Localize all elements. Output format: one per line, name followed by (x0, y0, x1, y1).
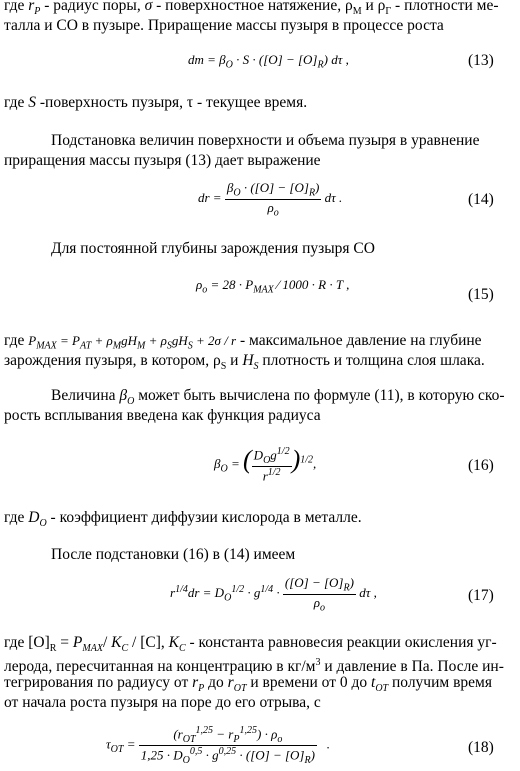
equation-16: $\beta_O$ = ( $\frac{D_Og^{1/2}}{r^{1/2}}$ )$^{1/2}$, (214, 445, 317, 484)
paragraph-line: где $D_O$ - коэффициент диффузии кислорода в металле. (4, 509, 362, 530)
equation-number: (14) (468, 191, 494, 208)
paragraph-line: После подстановки (16) в (14) имеем (51, 546, 296, 563)
paragraph-line: где S -поверхность пузыря, τ - текущее время. (4, 94, 308, 111)
paragraph-line: зарождения пузыря, в котором, $\rho_S$ и $H_S$ плотность и толщина слоя шлака. (4, 352, 485, 373)
paragraph-line: где $[O]_R = P_{MAX}/$ $K_C / [C]$, $K_C$ - константа равновесия реакции окисления уг- (4, 634, 497, 655)
paragraph-line: Для постоянной глубины зарождения пузыря СО (51, 240, 375, 257)
equation-13: dm = $\beta_O \cdot S \cdot ([O] - [O]_R)$ dτ , (188, 52, 349, 71)
equation-18: $\tau_{OT}$ = $\frac{(r_{OT}^{1,25} - r_P^{1,25}) \cdot \rho_o}{1,25 \cdot D_O^{0,5} \cdot g^{0,25} \cdot ([O] - [O]_R)}$ . (106, 725, 330, 766)
paragraph-line: приращения массы пузыря (13) дает выражение (4, 152, 321, 169)
paragraph-line: лерода, пересчитанная на концентрацию в $кг/м^3$ и давление в Па. После ин- (4, 657, 504, 676)
equation-number: (17) (468, 587, 494, 604)
paragraph-line: тегрирования по радиусу от $r_P$ до $r_{OT}$ и времени от 0 до $t_{OT}$ получим время (4, 674, 492, 695)
paragraph-line: от начала роста пузыря на поре до его отрыва, с (4, 694, 321, 711)
equation-14: dr = $\frac{\beta_O \cdot ([O] - [O]_R)}{\rho_o}$ dτ . (198, 180, 343, 219)
equation-number: (16) (468, 457, 494, 474)
paragraph-line: рость всплывания введена как функция радиуса (4, 407, 321, 424)
paragraph-line: Подстановка величин поверхности и объема пузыря в уравнение (51, 132, 480, 149)
paragraph-line: Величина $\beta_O$ может быть вычислена по формуле (11), в которую ско- (51, 387, 505, 408)
paragraph-line: талла и СО в пузыре. Приращение массы пузыря в процессе роста (4, 17, 444, 34)
paragraph-line: где $r_P$ - радиус поры, σ - поверхностное натяжение, $\rho_М$ и $\rho_Г$ - плотности ме- (4, 0, 499, 18)
equation-number: (13) (468, 52, 494, 69)
equation-15: $\rho_o = 28 \cdot P_{MAX}$ ⁄ 1000 · R · T , (196, 277, 350, 296)
equation-17: $r^{1/4}dr = D_O^{1/2} \cdot g^{1/4}$ · $\frac{([O] - [O]_R)}{\rho_o}$ dτ , (170, 575, 377, 614)
equation-number: (18) (468, 739, 494, 756)
equation-number: (15) (468, 286, 494, 303)
paragraph-line: где $P_{MAX} = P_{AT} + \rho_MgH_M + \rho_SgH_S + 2\sigma / r$ - максимальное давление на глубине (4, 332, 482, 352)
